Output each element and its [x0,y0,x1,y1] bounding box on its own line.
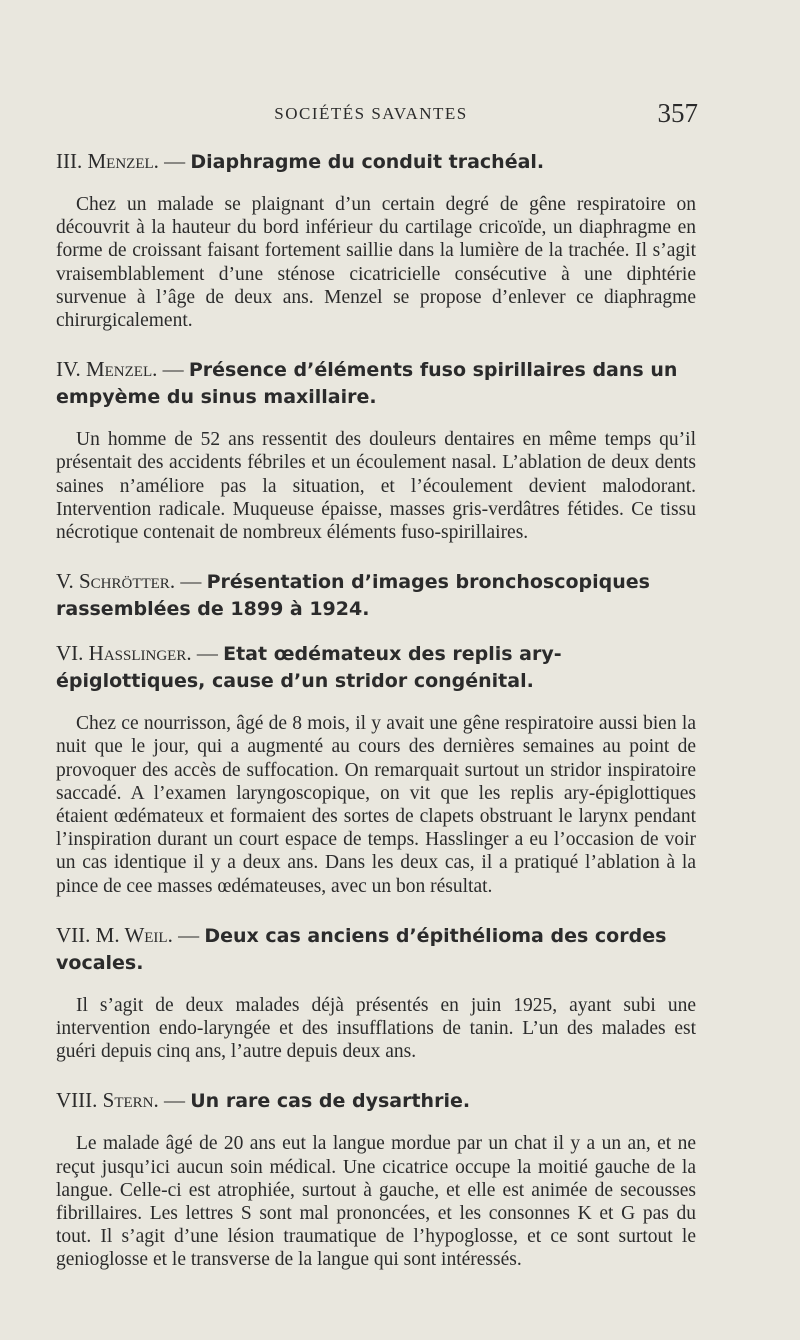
section-dash: — [178,922,200,947]
section-author: Menzel. [85,357,158,382]
section-dash: — [180,569,202,594]
section-dash: — [196,641,218,666]
section-dash: — [164,149,186,173]
section-number: VIII. [56,1088,98,1113]
section-author: Hasslinger. [88,641,192,666]
section-heading-iv [56,356,696,410]
section-number: VII. [56,922,91,947]
running-head [56,98,698,134]
section-title: Présentation d’images bronchoscopiques rassemblées de 1899 à 1924. [56,571,650,621]
section-title: Etat œdémateux des replis ary-épiglottiques, cause d’un stridor congénital. [56,643,562,693]
section-body-viii: Le malade âgé de 20 ans eut la langue mordue par un chat il y a un an, et ne reçut jusqu’ici aucun soin médical. Une cicatrice occupe la moitié gauche de la langue. Celle-ci est atrophiée, surtout à gauche, et elle est animée de secousses fibrillaires. Les lettres S sont mal prononcées, et les consonnes K et G pas du tout. Il s’agit d’une lésion traumatique de l’hypoglosse, et ce sont surtout le genioglosse et le transverse de la langue qui sont intéressés. [56,1133,696,1271]
section-number: III. [56,149,83,173]
section-heading-v [56,568,696,622]
section-body-iv: Un homme de 52 ans ressentit des douleurs dentaires en même temps qu’il présentait des accidents fébriles et un écoulement nasal. L’ablation de deux dents saines n’améliore pas la situation, et l’écoulement devient malodorant. Intervention radicale. Muqueuse épaisse, masses gris-verdâtres fétides. Ce tissu nécrotique contenait de nombreux éléments fuso-spirillaires. [56,429,696,544]
section-author: Menzel. [87,149,159,173]
section-title: Deux cas anciens d’épithélioma des cordes vocales. [56,924,667,974]
section-body-iii: Chez un malade se plaignant d’un certain degré de gêne respiratoire on découvrit à la hauteur du bord inférieur du cartilage cricoïde, un diaphragme en forme de croissant faisant fortement saillie dans la lumière de la trachée. Il s’agit vraisemblablement d’une sténose cicatricielle consécutive à une diphtérie survenue à l’âge de deux ans. Menzel se propose d’enlever ce diaphragme chirurgicalement. [56,194,696,332]
running-title: SOCIÉTÉS SAVANTES [274,104,468,123]
section-number: VI. [56,641,84,666]
section-dash: — [162,357,184,382]
section-body-vii: Il s’agit de deux malades déjà présentés en juin 1925, ayant subi une intervention endo-laryngée et des insufflations de tanin. L’un des malades est guéri depuis cinq ans, l’autre depuis deux ans. [56,994,696,1063]
section-dash: — [164,1088,185,1113]
section-title: Un rare cas de dysarthrie. [190,1090,471,1113]
section-heading-vi [56,640,696,694]
section-heading-vii [56,922,696,976]
section-author: M. Weil. [95,922,173,947]
page-number: 357 [657,98,698,128]
section-author: Schrötter. [78,569,176,594]
section-heading-iii [56,148,696,175]
section-title: Diaphragme du conduit trachéal. [190,151,545,173]
section-number: IV. [56,357,81,382]
section-author: Stern. [102,1088,159,1113]
section-heading-viii [56,1087,696,1114]
article-content [56,148,696,1296]
section-number: V. [56,569,74,594]
section-body-vi: Chez ce nourrisson, âgé de 8 mois, il y avait une gêne respiratoire aussi bien la nuit que le jour, qui a augmenté au cours des dernières semaines au point de provoquer des accès de suffocation. On remarquait surtout un stridor inspiratoire saccadé. A l’examen laryngoscopique, on vit que les replis ary-épiglottiques étaient œdémateux et formaient des sortes de clapets obstruant le larynx pendant l’inspiration durant un court espace de temps. Hasslinger a eu l’occasion de voir un cas identique il y a deux ans. Dans les deux cas, il a pratiqué l’ablation à la pince de cee masses œdémateuses, avec un bon résultat. [56,713,696,897]
section-title: Présence d’éléments fuso spirillaires dans un empyème du sinus maxillaire. [56,359,678,409]
